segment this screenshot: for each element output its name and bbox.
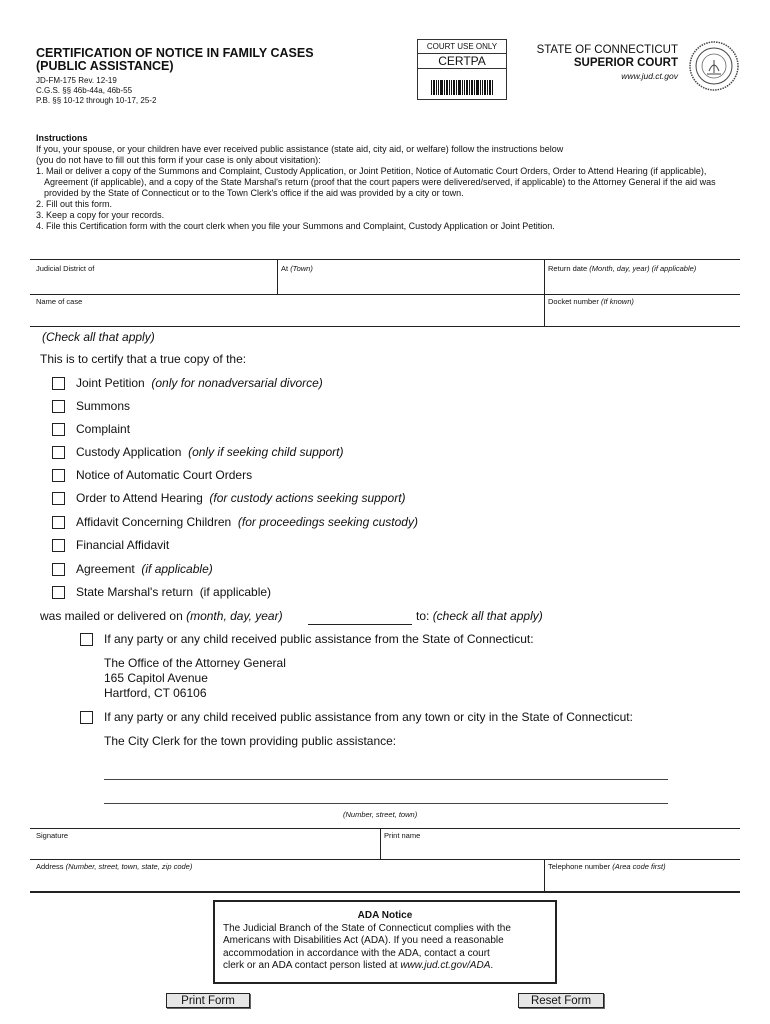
instructions-step-2: 2. Fill out this form. bbox=[36, 199, 113, 209]
ada-line-4: clerk or an ADA contact person listed at www.jud.ct.gov/ADA. bbox=[223, 960, 494, 971]
checkbox-complaint[interactable] bbox=[52, 423, 65, 436]
form-title bbox=[36, 47, 314, 73]
mailed-statement: was mailed or delivered on (month, day, year) bbox=[40, 609, 283, 623]
court-use-box bbox=[417, 39, 507, 100]
clerk-address-hint: (Number, street, town) bbox=[343, 810, 418, 819]
checkbox-marshal-return[interactable] bbox=[52, 586, 65, 599]
city-clerk-label: The City Clerk for the town providing public assistance: bbox=[104, 734, 397, 748]
ag-line-3: Hartford, CT 06106 bbox=[104, 686, 207, 700]
ada-line-1: The Judicial Branch of the State of Connecticut complies with the bbox=[223, 922, 511, 934]
state-assistance-label: If any party or any child received public assistance from the State of Connecticut: bbox=[104, 632, 534, 646]
pb-reference: P.B. §§ 10-12 through 10-17, 25-2 bbox=[36, 96, 157, 105]
item-order-to-attend: Order to Attend Hearing (for custody actions seeking support) bbox=[76, 491, 406, 505]
docket-number-hint: (If known) bbox=[600, 297, 634, 306]
docket-number-field[interactable] bbox=[548, 297, 634, 306]
address-hint: (Number, street, town, state, zip code) bbox=[65, 862, 193, 871]
town-label: At bbox=[281, 264, 289, 273]
judicial-district-field[interactable] bbox=[36, 264, 94, 273]
print-name-field[interactable] bbox=[384, 831, 420, 840]
checkbox-state-assistance[interactable] bbox=[80, 633, 93, 646]
cgs-reference: C.G.S. §§ 46b-44a, 46b-55 bbox=[36, 86, 133, 95]
checkbox-affidavit-children[interactable] bbox=[52, 516, 65, 529]
town-field[interactable] bbox=[281, 264, 313, 273]
signature-label: Signature bbox=[36, 831, 69, 840]
instructions bbox=[36, 133, 736, 232]
item-agreement: Agreement (if applicable) bbox=[76, 562, 213, 576]
form-title-line2: (PUBLIC ASSISTANCE) bbox=[36, 59, 174, 73]
form-number: JD-FM-175 Rev. 12-19 bbox=[36, 76, 117, 85]
checkbox-order-to-attend[interactable] bbox=[52, 492, 65, 505]
checkbox-town-assistance[interactable] bbox=[80, 711, 93, 724]
telephone-field[interactable] bbox=[548, 862, 666, 871]
item-notice-automatic-orders: Notice of Automatic Court Orders bbox=[76, 468, 253, 482]
item-custody-application: Custody Application (only if seeking child support) bbox=[76, 445, 344, 459]
ag-line-2: 165 Capitol Avenue bbox=[104, 671, 208, 685]
divider bbox=[30, 859, 740, 860]
ada-link[interactable]: www.jud.ct.gov/ADA bbox=[400, 960, 491, 971]
telephone-hint: (Area code first) bbox=[612, 862, 666, 871]
court-heading bbox=[537, 44, 678, 83]
return-date-hint: (Month, day, year) (if applicable) bbox=[589, 264, 697, 273]
divider bbox=[30, 294, 740, 295]
instructions-step-3: 3. Keep a copy for your records. bbox=[36, 210, 165, 220]
signature-field[interactable] bbox=[36, 831, 68, 840]
item-financial-affidavit: Financial Affidavit bbox=[76, 538, 170, 552]
divider bbox=[380, 828, 381, 859]
checkbox-joint-petition[interactable] bbox=[52, 377, 65, 390]
town-hint: (Town) bbox=[290, 264, 313, 273]
address-label: Address bbox=[36, 862, 64, 871]
return-date-label: Return date bbox=[548, 264, 588, 273]
checkbox-summons[interactable] bbox=[52, 400, 65, 413]
divider bbox=[277, 259, 278, 294]
clerk-address-line-2[interactable] bbox=[104, 803, 668, 804]
address-field[interactable] bbox=[36, 862, 192, 871]
print-name-label: Print name bbox=[384, 831, 421, 840]
instructions-heading: Instructions bbox=[36, 133, 88, 143]
mailed-date-input[interactable] bbox=[308, 624, 412, 625]
divider bbox=[30, 828, 740, 829]
divider bbox=[30, 259, 740, 260]
reset-form-button[interactable]: Reset Form bbox=[518, 993, 604, 1008]
ada-heading: ADA Notice bbox=[357, 910, 413, 921]
item-marshal-return: State Marshal's return (if applicable) bbox=[76, 585, 272, 599]
checkbox-financial-affidavit[interactable] bbox=[52, 539, 65, 552]
item-summons: Summons bbox=[76, 399, 131, 413]
checkbox-agreement[interactable] bbox=[52, 563, 65, 576]
state-name: STATE OF CONNECTICUT bbox=[536, 44, 678, 56]
ada-notice bbox=[213, 900, 557, 984]
instructions-step-1: 1. Mail or deliver a copy of the Summons and Complaint, Custody Application, or Joint Petition, Notice of Automatic Court Orders, Order to Attend Hearing (if applicable), Agreement (if applicable), and a copy of the State Marshal's return (proof that the court papers were delivered/served, if applicable) to the Attorney General if the aid was provided by the State of Connecticut or to the Town Clerk's office if the aid was provided by a city or town. bbox=[36, 166, 716, 198]
form-meta bbox=[36, 76, 156, 106]
check-all-header: (Check all that apply) bbox=[42, 330, 155, 344]
court-use-label: COURT USE ONLY bbox=[418, 40, 506, 54]
court-name: SUPERIOR COURT bbox=[573, 57, 678, 69]
ag-line-1: The Office of the Attorney General bbox=[104, 656, 286, 670]
attorney-general-address bbox=[104, 656, 286, 701]
case-name-label: Name of case bbox=[36, 297, 83, 306]
item-affidavit-children: Affidavit Concerning Children (for proceedings seeking custody) bbox=[76, 515, 418, 529]
barcode-icon bbox=[431, 80, 493, 95]
certify-statement: This is to certify that a true copy of the: bbox=[40, 352, 247, 366]
town-assistance-label: If any party or any child received public assistance from any town or city in the State of Connecticut: bbox=[104, 710, 633, 724]
court-use-code: CERTPA bbox=[418, 54, 506, 69]
ada-line-3: accommodation in accordance with the ADA, contact a court bbox=[223, 947, 490, 959]
state-seal-icon bbox=[688, 40, 740, 92]
return-date-field[interactable] bbox=[548, 264, 696, 273]
checkbox-custody-application[interactable] bbox=[52, 446, 65, 459]
clerk-address-line-1[interactable] bbox=[104, 779, 668, 780]
telephone-label: Telephone number bbox=[548, 862, 611, 871]
judicial-district-label: Judicial District of bbox=[36, 264, 95, 273]
divider bbox=[544, 259, 545, 326]
print-form-button[interactable]: Print Form bbox=[166, 993, 250, 1008]
case-name-field[interactable] bbox=[36, 297, 82, 306]
ada-line-2: Americans with Disabilities Act (ADA). If you need a reasonable bbox=[223, 935, 504, 946]
item-joint-petition: Joint Petition (only for nonadversarial divorce) bbox=[76, 376, 323, 390]
docket-number-label: Docket number bbox=[548, 297, 599, 306]
checkbox-notice-automatic-orders[interactable] bbox=[52, 469, 65, 482]
court-url: www.jud.ct.gov bbox=[621, 71, 678, 81]
instructions-intro-2: (you do not have to fill out this form if your case is only about visitation): bbox=[36, 155, 321, 165]
divider bbox=[30, 891, 740, 893]
item-complaint: Complaint bbox=[76, 422, 131, 436]
instructions-step-4: 4. File this Certification form with the court clerk when you file your Summons and Complaint, Custody Application or Joint Petition. bbox=[36, 221, 555, 231]
mailed-to: to: (check all that apply) bbox=[416, 609, 543, 623]
instructions-intro-1: If you, your spouse, or your children have ever received public assistance (state aid, city aid, or welfare) follow the instructions below bbox=[36, 144, 564, 154]
form-title-line1: CERTIFICATION OF NOTICE IN FAMILY CASES bbox=[36, 46, 314, 60]
divider bbox=[30, 326, 740, 327]
divider bbox=[544, 859, 545, 891]
